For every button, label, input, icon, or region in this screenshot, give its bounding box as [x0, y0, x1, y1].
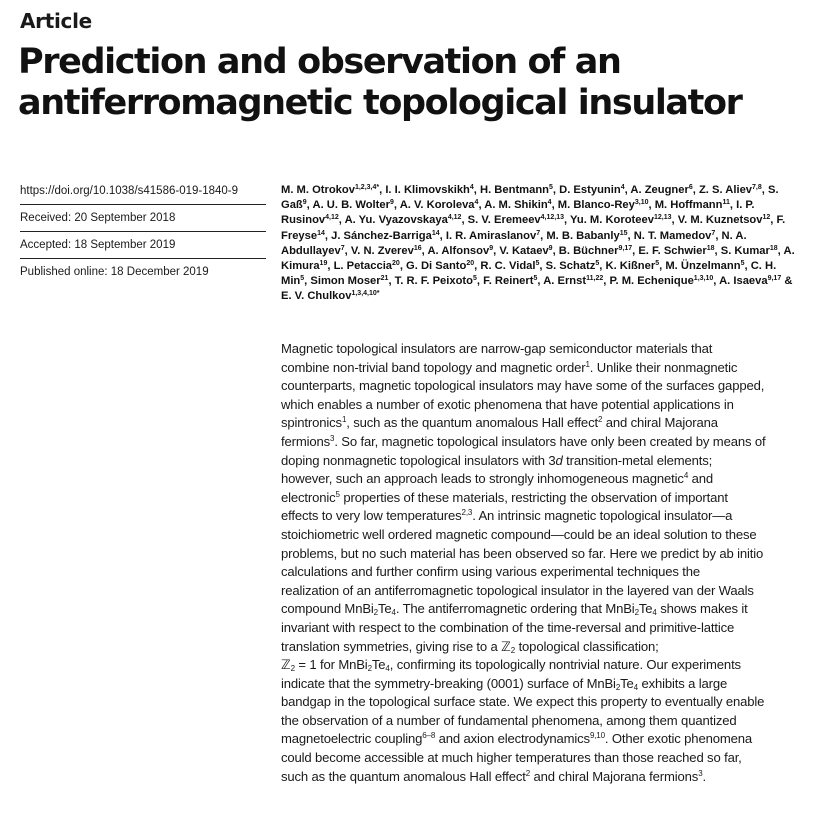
author-name: N. A. Abdullayev [281, 229, 747, 257]
author-affiliation: 15 [619, 229, 628, 237]
author-name: M. Ünzelmann [665, 260, 741, 273]
author-name: V. N. Zverev [350, 244, 414, 257]
author-name: M. Blanco-Rey [557, 199, 635, 212]
author-name: K. Kißner [605, 260, 656, 273]
abstract-line: invariant with respect to the combination of the time-reversal and primitive-lattice [281, 619, 735, 635]
author-name: I. P. Rusinov [281, 199, 755, 227]
author-name: I. I. Klimovskikh [385, 184, 470, 196]
author-name: F. Reinert [483, 275, 534, 288]
author-name: V. M. Kuznetsov [677, 214, 763, 227]
author-name: Z. S. Aliev [698, 184, 753, 196]
citation-ref[interactable]: 3 [698, 768, 703, 778]
author-affiliation: 7 [340, 244, 345, 252]
abstract-line: electronic$^5$ properties of these materials, restricting the observation of important [281, 489, 728, 505]
abstract-line: compound $MnBi_2Te_4$. The antiferromagnetic ordering that $MnBi_2Te_4$ shows makes it [281, 601, 748, 618]
abstract-line: such as the quantum anomalous Hall effect$^2$ and chiral Majorana fermions$^3$. [281, 768, 706, 784]
section-label: Article [20, 9, 92, 33]
citation-ref[interactable]: 4 [683, 471, 689, 481]
received-date: Received: 20 September 2018 [20, 211, 266, 232]
author-affiliation: 4,12,13 [540, 214, 565, 222]
author-name: A. U. B. Wolter [312, 199, 390, 212]
author-name: A. Yu. Vyazovskaya [344, 214, 448, 227]
author-name: S. Schatz [545, 260, 596, 273]
author-name: B. Büchner [558, 244, 619, 257]
title-line-2: antiferromagnetic topological insulator [18, 83, 742, 123]
author-affiliation: 18 [769, 244, 778, 252]
author-affiliation: 5 [533, 275, 538, 283]
author-name: S. V. Eremeev [467, 214, 541, 227]
author-name: A. V. Koroleva [399, 199, 475, 212]
abstract-line: bandgap in the topological surface state. We expect this property to eventually enable [281, 694, 765, 710]
author-affiliation: 7,8 [752, 184, 762, 191]
subscript: 2 [290, 664, 295, 674]
abstract-line: fermions$^3$. So far, magnetic topological insulators have only been created by means of [281, 433, 766, 449]
author-affiliation: 7 [711, 229, 716, 237]
author-name: E. F. Schwier [638, 244, 707, 257]
abstract-line: translation symmetries, giving rise to a ℤ$_2$ topological classification; [281, 638, 659, 655]
author-name: S. Kumar [720, 244, 770, 257]
author-name: N. T. Mamedov [633, 229, 712, 242]
author-affiliation: 1,3,4,10* [351, 290, 380, 298]
subscript: 4 [385, 664, 390, 674]
author-name: A. Zeugner [630, 184, 689, 196]
abstract-line: counterparts, magnetic topological insulators may have some of the surfaces gapped, [281, 378, 765, 394]
author-name: P. M. Echenique [609, 275, 694, 288]
abstract-line: stoichiometric well ordered magnetic compound—could be an ideal solution to these [281, 526, 757, 542]
author-affiliation: 14 [317, 229, 325, 237]
author-affiliation: 1,2,3,4* [354, 184, 380, 191]
doi-link[interactable]: https://doi.org/10.1038/s41586-019-1840-9 [20, 184, 266, 205]
author-name: V. Kataev [499, 244, 549, 257]
author-name: Simon Moser [310, 275, 381, 288]
subscript: 4 [391, 608, 396, 618]
author-name: A. Kimura [281, 244, 795, 273]
author-name: A. Alfonsov [427, 244, 490, 257]
subscript: 2 [634, 608, 639, 618]
author-name: H. Bentmann [480, 184, 550, 196]
author-name: J. Sánchez-Barriga [331, 229, 432, 242]
author-affiliation: 5 [549, 184, 553, 191]
author-name: F. Freyse [281, 214, 786, 242]
article-title [18, 42, 808, 124]
author-affiliation: 5 [300, 275, 305, 283]
author-name: A. M. Shikin [484, 199, 548, 212]
author-affiliation: 9 [489, 244, 494, 252]
abstract-line: magnetoelectric coupling$^{6-8}$ and axion electrodynamics$^{9,10}$. Other exotic phenomena [281, 731, 752, 747]
author-name: I. R. Amiraslanov [445, 229, 537, 242]
author-affiliation: 5 [740, 260, 745, 268]
author-list: M. M. Otrokov$^{1,2,3,4*}$, I. I. Klimovskikh$^4$, H. Bentmann$^5$, D. Estyunin$^4$, A. Zeugner$^6$, Z. S. Aliev$^{7,8}$, S. Gaß$^9$, A. U. B. Wolter$^9$, A. V. Koroleva$^4$, A. M. Shikin$^4$, M. Blanco-Rey$^{3,10}$, M. Hoffmann$^{11}$, I. P. Rusinov$^{4,12}$, A. Yu. Vyazovskaya$^{4,12}$, S. V. Eremeev$^{4,12,13}$, Yu. M. Koroteev$^{12,13}$, V. M. Kuznetsov$^{12}$, F. Freyse$^{14}$, J. Sánchez-Barriga$^{14}$, I. R. Amiraslanov$^7$, M. B. Babanly$^{15}$, N. T. Mamedov$^7$, N. A. Abdullayev$^7$, V. N. Zverev$^{16}$, A. Alfonsov$^9$, V. Kataev$^9$, B. Büchner$^{9,17}$, E. F. Schwier$^{18}$, S. Kumar$^{18}$, A. Kimura$^{19}$, L. Petaccia$^{20}$, G. Di Santo$^{20}$, R. C. Vidal$^5$, S. Schatz$^5$, K. Kißner$^5$, M. Ünzelmann$^5$, C. H. Min$^5$, Simon Moser$^{21}$, T. R. F. Peixoto$^5$, F. Reinert$^5$, A. Ernst$^{11,22}$, P. M. Echenique$^{1,3,10}$, A. Isaeva$^{9,17}$ & E. V. Chulkov$^{1,3,4,10*}$ [281, 184, 795, 303]
author-affiliation: 7 [536, 229, 541, 237]
author-affiliation: 5 [472, 275, 477, 283]
abstract-line: could become accessible at much higher temperatures than those reached so far, [281, 750, 742, 766]
accepted-date: Accepted: 18 September 2019 [20, 238, 266, 259]
subscript: 4 [633, 682, 638, 692]
abstract-line: indicate that the symmetry-breaking (0001) surface of $MnBi_2Te_4$ exhibits a large [281, 675, 728, 692]
citation-ref[interactable]: 9,10 [589, 731, 605, 741]
author-affiliation: 4 [469, 184, 474, 191]
author-name: L. Petaccia [333, 260, 393, 273]
author-affiliation: 12 [762, 214, 771, 222]
citation-ref[interactable]: 6–8 [422, 731, 436, 741]
author-affiliation: 9 [389, 199, 394, 207]
abstract-line: Magnetic topological insulators are narrow-gap semiconductor materials that [281, 341, 713, 356]
author-affiliation: 9,17 [618, 244, 633, 252]
author-affiliation: 4,12 [325, 214, 339, 222]
subscript: 2 [510, 645, 516, 655]
author-affiliation: 5 [595, 260, 600, 268]
abstract-line: ℤ$_2$ = 1 for $MnBi_2Te_4$, confirming its topologically nontrivial nature. Our experiments [281, 657, 741, 674]
citation-ref[interactable]: 1 [341, 415, 347, 425]
author-affiliation: 20 [466, 260, 475, 268]
author-affiliation: 9,17 [767, 275, 782, 283]
author-name: A. Ernst [543, 275, 587, 288]
abstract-line: doping nonmagnetic topological insulators with 3d transition-metal elements; [281, 452, 713, 468]
abstract-line: which enables a number of exotic phenomena that have potential applications in [281, 396, 734, 412]
author-name: R. C. Vidal [480, 260, 536, 273]
citation-ref[interactable]: 1 [585, 359, 590, 369]
author-affiliation: 9 [302, 199, 307, 207]
citation-ref[interactable]: 2 [525, 768, 531, 778]
citation-ref[interactable]: 3 [330, 433, 335, 443]
published-date: Published online: 18 December 2019 [20, 266, 209, 278]
abstract-line: however, such an approach leads to strongly inhomogeneous magnetic$^4$ and [281, 471, 714, 487]
abstract-line: spintronics$^1$, such as the quantum anomalous Hall effect$^2$ and chiral Majorana [281, 415, 718, 431]
author-affiliation: 11,22 [586, 275, 604, 283]
author-name: T. R. F. Peixoto [394, 275, 473, 288]
author-affiliation: 16 [413, 244, 422, 252]
author-affiliation: 18 [706, 244, 715, 252]
author-affiliation: 5 [535, 260, 540, 268]
abstract-line: effects to very low temperatures$^{2,3}$. An intrinsic magnetic topological insulator—a [281, 508, 733, 524]
author-affiliation: 21 [380, 275, 389, 283]
subscript: 2 [367, 664, 372, 674]
abstract-line: combine non-trivial band topology and magnetic order$^1$. Unlike their nonmagnetic [281, 359, 738, 375]
italic-text: d [555, 452, 563, 468]
abstract-line: realization of an antiferromagnetic topological insulator in the layered van der Waals [281, 582, 754, 598]
subscript: 4 [652, 608, 657, 618]
author-name: C. H. Min [281, 260, 777, 288]
author-affiliation: 4 [620, 184, 625, 191]
author-affiliation: 19 [319, 260, 328, 268]
abstract-line: problems, but no such material has been observed so far. Here we predict by ab initio [281, 545, 764, 561]
subscript: 2 [373, 608, 378, 618]
author-name: G. Di Santo [406, 260, 467, 273]
author-affiliation: 4 [474, 199, 479, 207]
author-affiliation: 14 [431, 229, 440, 237]
abstract-line: the observation of a number of fundamental phenomena, among them quantized [281, 712, 737, 728]
author-affiliation: 5 [655, 260, 660, 268]
citation-ref[interactable]: 2,3 [461, 508, 473, 518]
citation-ref[interactable]: 5 [335, 489, 340, 499]
author-name: M. M. Otrokov [281, 184, 355, 196]
subscript: 2 [615, 682, 621, 692]
author-name: E. V. Chulkov [281, 290, 352, 303]
author-name: M. B. Babanly [546, 229, 620, 242]
abstract [281, 340, 806, 786]
author-affiliation: 4 [547, 199, 552, 207]
author-affiliation: 4,12 [447, 214, 462, 222]
article-metadata [20, 184, 266, 291]
author-affiliation: 20 [392, 260, 400, 268]
author-name: A. Isaeva [719, 275, 768, 288]
author-name: S. Gaß [281, 184, 779, 212]
author-affiliation: 11 [722, 199, 730, 207]
author-affiliation: 1,3,10 [693, 275, 714, 283]
author-affiliation: 3,10 [634, 199, 649, 207]
author-affiliation: 6 [688, 184, 693, 191]
abstract-line: calculations and further confirm using various experimental techniques the [281, 564, 701, 580]
citation-ref[interactable]: 2 [597, 415, 603, 425]
title-line-1: Prediction and observation of an [18, 42, 621, 82]
author-name: M. Hoffmann [654, 199, 723, 212]
author-name: D. Estyunin [559, 184, 621, 196]
author-affiliation: 12,13 [653, 214, 672, 222]
author-affiliation: 9 [548, 244, 553, 252]
author-name: Yu. M. Koroteev [570, 214, 654, 227]
